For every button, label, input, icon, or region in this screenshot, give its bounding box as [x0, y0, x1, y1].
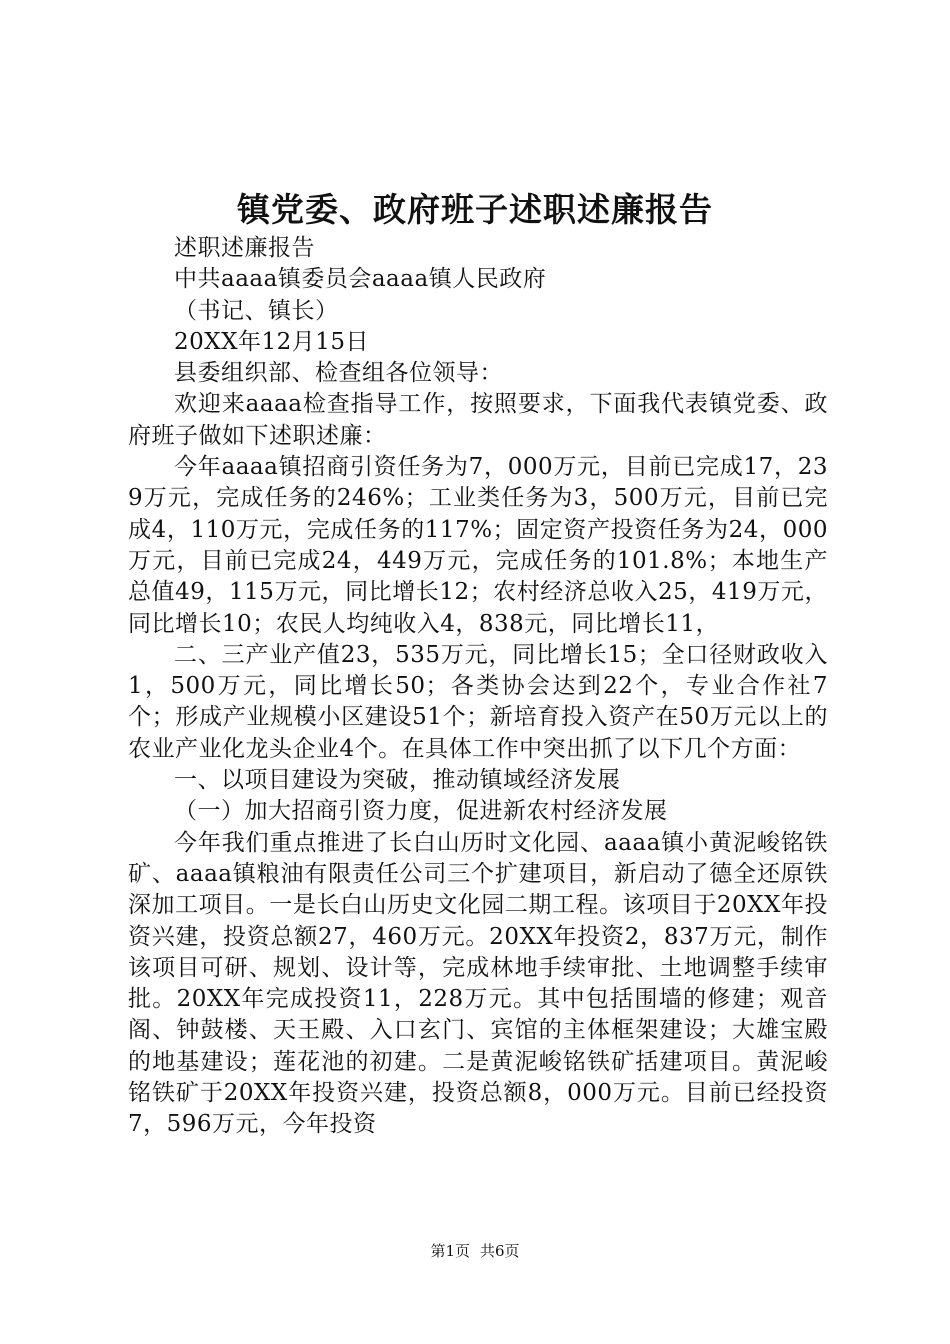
paragraph-intro: 欢迎来aaaa检查指导工作，按照要求，下面我代表镇党委、政府班子做如下述职述廉： [128, 391, 828, 449]
section-heading-1: 一、以项目建设为突破，推动镇域经济发展 [174, 767, 621, 794]
paragraph-reporter-role: （书记、镇长） [174, 297, 339, 324]
paragraph-report-heading: 述职述廉报告 [174, 235, 315, 261]
page-footer [0, 1241, 950, 1261]
page-total: 共6页 [480, 1242, 520, 1260]
paragraph-targets: 今年aaaa镇招商引资任务为7，000万元，目前已完成17，239万元，完成任务的246%；工业类任务为3，500万元，目前已完成4，110万元，完成任务的117%；固定资产投资任务为24，000万元，目前已完成24，449万元，完成任务的101.8%；本地生产总值49，115万元，同比增长12；农村经济总收入25，419万元，同比增长10；农民人均纯收入4，838元，同比增长11， [128, 454, 828, 637]
subsection-heading-1: （一）加大招商引资力度，促进新农村经济发展 [174, 798, 668, 825]
paragraph-projects: 今年我们重点推进了长白山历时文化园、aaaa镇小黄泥峻铭铁矿、aaaa镇粮油有限责任公司三个扩建项目，新启动了德全还原铁深加工项目。一是长白山历史文化园二期工程。该项目于20XX年投资兴建，投资总额27，460万元。20XX年投资2，837万元，制作该项目可研、规划、设计等，完成林地手续审批、土地调整手续审批。20XX年完成投资11，228万元。其中包括围墙的修建；观音阁、钟鼓楼、天王殿、入口玄门、宾馆的主体框架建设；大雄宝殿的地基建设；莲花池的初建。二是黄泥峻铭铁矿括建项目。黄泥峻铭铁矿于20XX年投资兴建，投资总额8，000万元。目前已经投资7，596万元，今年投资 [128, 829, 828, 1138]
document-body [128, 233, 828, 1141]
page-number: 第1页 [430, 1242, 470, 1260]
paragraph-organization: 中共aaaa镇委员会aaaa镇人民政府 [174, 266, 547, 293]
paragraph-date: 20XX年12月15日 [174, 328, 370, 355]
paragraph-salutation: 县委组织部、检查组各位领导： [174, 360, 503, 387]
paragraph-industry-output: 二、三产业产值23，535万元，同比增长15；全口径财政收入1，500万元，同比增长50；各类协会达到22个，专业合作社7个；形成产业规模小区建设51个；新培育投入资产在50万元以上的农业产业化龙头企业4个。在具体工作中突出抓了以下几个方面： [128, 641, 828, 762]
document-title: 镇党委、政府班子述职述廉报告 [237, 190, 713, 229]
